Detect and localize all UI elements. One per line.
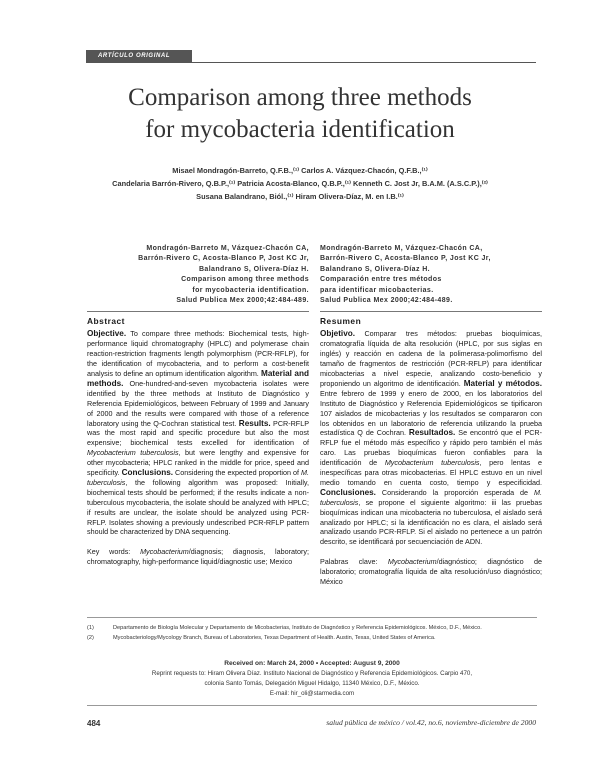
results-text: PCR-RFLP was the most rapid and specific procedure but also the most expensive; biochemical tests excelled for identification of — [87, 418, 309, 448]
title-line-1: Comparison among three methods — [128, 84, 472, 111]
citation-line: para identificar micobacterias. — [320, 286, 434, 294]
resultados-text-2: , pero lentas e inespecíficas para otras micobacterias. El HPLC estuvo en un nivel medio tomando en cuenta costo, tiempo y especificidad. — [320, 458, 542, 487]
conclusions-text-2: , the following algorithm was proposed: Initially, biochemical tests should be performed; if the results indicate a non-tuberculous mycobacteria, the isolate should be analyzed with HPLC; if results are unclear, the isolate should be analyzed using PCR-RFLP. Isolates showing a previously undescribed PCR-RFLP pattern should be characterized by DNA sequencing. — [87, 477, 309, 537]
footnote — [87, 634, 537, 644]
citation-line: Barrón-Rivero C, Acosta-Blanco P, Jost KC Jr, — [138, 255, 309, 263]
authors-line-2: Candelaria Barrón-Rivero, Q.B.P.,⁽¹⁾ Patricia Acosta-Blanco, Q.B.P.,⁽¹⁾ Kenneth C. Jost Jr, B.A.M. (A.S.C.P.),⁽²⁾ — [112, 178, 488, 188]
footnote-divider — [87, 617, 537, 618]
header-rule — [86, 62, 536, 63]
section-rule — [87, 311, 309, 312]
citation-line: Salud Publica Mex 2000;42:484-489. — [176, 297, 309, 305]
objetivo-text: Comparar tres métodos: pruebas bioquímicas, cromatografía líquida de alta resolución (HPLC, por sus siglas en inglés) y reacción en cadena de la polimerasa-polimorfismo del tamaño de fragmentos de restricción (PCR-RFLP) para identificar micobacterias a nivel especie, analizando costo-beneficio y proponiendo un algoritmo de identificación. — [320, 329, 542, 388]
keywords — [87, 547, 309, 567]
article-type-tag: ARTÍCULO ORIGINAL — [86, 50, 192, 62]
authors-line-1: Misael Mondragón-Barreto, Q.F.B.,⁽¹⁾ Carlos A. Vázquez-Chacón, Q.F.B.,⁽¹⁾ — [172, 166, 428, 175]
conclusiones-text: Considerando la proporción esperada de — [375, 487, 535, 497]
citation-spanish — [320, 244, 542, 306]
keywords-italic: Mycobacterium — [140, 547, 189, 557]
section-rule — [320, 311, 542, 312]
article-title — [60, 82, 540, 146]
conclusiones-text-2: , se propone el siguiente algoritmo: iii las pruebas bioquímicas indican una micobacteria no tuberculosa, el aislado será analizado por HPLC; si la identificación no es clara, el aislado será analizado usando PCR-RFLP. Si el aislado no pertenece a un patrón descrito, se identificará por secuenciación de ADN. — [320, 497, 542, 547]
resultados-text: Se encontró que el PCR-RFLP fue el método más específico y rápido pero también el más caro. Las pruebas bioquímicas fueron confiables para la identificación de — [320, 428, 542, 468]
metodos-label: Material y métodos. — [463, 378, 542, 388]
abstract-body — [87, 329, 309, 537]
reprint-requests-2: colonia Santo Tomás, Delegación Miguel Hidalgo, 11340 México, D.F., México. — [204, 680, 420, 687]
results-label: Results. — [238, 418, 271, 428]
abstract-heading: Abstract — [87, 316, 125, 327]
conclusions-label: Conclusions. — [121, 468, 174, 478]
objetivo-label: Objetivo. — [320, 329, 356, 339]
citation-line: Mondragón-Barreto M, Vázquez-Chacón CA, — [146, 245, 309, 252]
abstract-spanish — [320, 244, 542, 587]
footer-rule — [87, 705, 537, 706]
resumen-heading: Resumen — [320, 316, 362, 327]
results-italic: Mycobacterium tuberculosis — [87, 448, 179, 458]
author-list — [80, 165, 520, 203]
palabras-clave-text: /diagnóstico; diagnóstico de laboratorio; cromatografía líquida de alta resolución/uso diagnóstico; México — [320, 557, 542, 587]
affiliation-footnotes — [87, 624, 537, 643]
resultados-italic: Mycobacterium tuberculosis — [384, 458, 480, 468]
publication-info — [87, 659, 537, 699]
resumen-body — [320, 329, 542, 547]
conclusiones-italic: M. tuberculosis — [320, 487, 542, 507]
methods-text: One-hundred-and-seven mycobacteria isolates were identified by the three methods at Instituto de Diagnóstico y Referencia Epidemiológicos, between February of 1999 and January of 2000 and the results were compared with those of a reference laboratory using the Q-Cochran statistical test. — [87, 378, 309, 428]
resultados-label: Resultados. — [408, 428, 456, 438]
abstract-english — [87, 244, 309, 567]
palabras-clave — [320, 557, 542, 587]
footnote — [87, 624, 537, 634]
received-accepted: Received on: March 24, 2000 • Accepted: August 9, 2000 — [224, 660, 400, 667]
footnote-number: (1) — [87, 625, 94, 631]
citation-line: Comparison among three methods — [181, 276, 309, 284]
palabras-clave-italic: Mycobacterium — [387, 557, 437, 567]
objective-text: To compare three methods: Biochemical tests, high-performance liquid chromatography (HPLC) and polymerase chain reaction-restriction fragments length polymorphism (PCR-RFLP), for the identification of mycobacteria, and to perform a cost-benefit analysis to define an optimum identification algorithm. — [87, 329, 309, 378]
journal-citation: salud pública de méxico / vol.42, no.6, noviembre-diciembre de 2000 — [326, 718, 536, 727]
citation-line: Balandrano S, Olivera-Díaz H. — [198, 265, 309, 273]
objective-label: Objective. — [87, 329, 127, 339]
conclusions-text: Considering the expected proportion of — [173, 468, 302, 478]
keywords-text: /diagnosis; diagnosis, laboratory; chromatography, high-performance liquid/diagnostic use; Mexico — [87, 547, 309, 567]
citation-line: Balandrano S, Olivera-Díaz H. — [320, 265, 431, 273]
keywords-label: Key words: — [87, 547, 141, 557]
citation-line: Salud Publica Mex 2000;42:484-489. — [320, 297, 453, 305]
conclusions-italic: M. tuberculosis — [87, 468, 309, 487]
citation-english — [87, 244, 309, 306]
conclusiones-label: Conclusiones. — [320, 487, 376, 497]
citation-line: Mondragón-Barreto M, Vázquez-Chacón CA, — [320, 245, 483, 252]
metodos-text: Entre febrero de 1999 y enero de 2000, en los laboratorios del Instituto de Diagnóstico y Referencia Epidemiológicos se tipificaron 107 aislados de micobacterias y los resultados se compararon con los obtenidos en un laboratorio de referencia utilizando la prueba estadística Q de Cochran. — [320, 388, 542, 438]
authors-line-3: Susana Balandrano, Biól.,⁽¹⁾ Hiram Olivera-Díaz, M. en I.B.⁽¹⁾ — [196, 191, 404, 201]
citation-line: for mycobacteria identification. — [192, 286, 309, 294]
title-line-2: for mycobacteria identification — [145, 116, 455, 143]
contact-email: E-mail: hir_oli@starmedia.com — [269, 690, 355, 697]
methods-label: Material and methods. — [87, 368, 309, 388]
page-number: 484 — [87, 719, 101, 728]
footnote-text: Mycobacteriology/Mycology Branch, Bureau of Laboratories, Texas Department of Health. Austin, Texas, United States of America. — [113, 634, 436, 641]
citation-line: Barrón-Rivero C, Acosta-Blanco P, Jost KC Jr, — [320, 255, 491, 263]
palabras-clave-label: Palabras clave: — [320, 557, 388, 567]
footnote-text: Departamento de Biología Molecular y Departamento de Micobacterias, Instituto de Diagnóstico y Referencia Epidemiológicos. México, D.F., México. — [113, 625, 482, 631]
citation-line: Comparación entre tres métodos — [320, 276, 442, 284]
results-text-2: , but were lengthy and expensive for other mycobacteria; HPLC ranked in the middle for price, speed and specificity. — [87, 448, 309, 478]
reprint-requests-1: Reprint requests to: Hiram Olivera Díaz. Instituto Nacional de Diagnóstico y Referencia Epidemiológicos. Carpio 470, — [151, 670, 473, 677]
footnote-number: (2) — [87, 634, 94, 641]
